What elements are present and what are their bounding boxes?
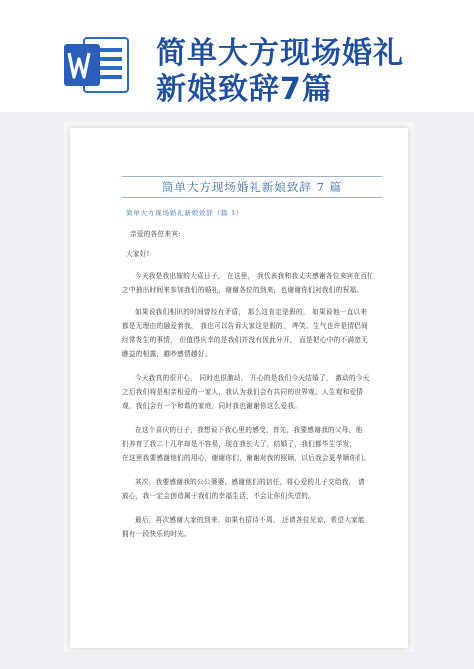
salutation: 亲爱的各位来宾: xyxy=(130,230,181,238)
document-page xyxy=(70,128,408,648)
greeting: 大家好! xyxy=(126,250,150,258)
body-line: 瞧益的相露，越吵感情越好。 xyxy=(122,350,212,358)
page-title-line-2: 新娘致辞7篇 xyxy=(156,72,333,107)
page-header xyxy=(0,0,474,112)
body-line: 都是无理由的融爱着我， 我也可以告诉大家这是假的， 哗笑、生气也许是情侣间 xyxy=(122,322,369,330)
body-line: 放心，我一定会创造属于我们的幸福生活，不会让你们失望的。 xyxy=(122,492,316,500)
body-line: 们养育了我二十几年却是不容易，现在我长大了，结婚了，我们都毕生学发， xyxy=(122,440,357,448)
body-line: 经常发生的事情， 但值得庆幸的是我们并没有因此分开， 而是把心中的不满宽无 xyxy=(122,336,369,344)
document-title: 简单大方现场婚礼新娘致辞 7 篇 xyxy=(161,180,343,194)
body-line: 拥有一段快乐的时光。 xyxy=(122,530,191,538)
body-line: 在这里我要感谢他们的用心，谢谢你们，谢谢对我的照顾，以后我会更孝顺你们。 xyxy=(122,454,371,462)
document-subtitle: 简单大方现场婚礼新娘致辞（篇 1） xyxy=(126,209,244,217)
body-line: 之后我们将是相亲相爱的一家人，我认为我们会有共同的世界观、人生观和爱情 xyxy=(122,388,364,396)
body-line: 最后，再次感谢大家的到来，如果有招待不周， 还请各位见谅，希望大家能 xyxy=(135,516,365,524)
microsoft-word-icon xyxy=(62,34,130,96)
body-line: 在这个喜庆的日子，我想说下我心里的感受，首先，我要感谢我的父母，他 xyxy=(135,426,363,434)
document-title-box xyxy=(122,176,382,198)
body-line: 观，我们会有一个和谐的家庭，同时我也谢谢你这么爱我。 xyxy=(122,402,302,410)
body-line: 今天我是我出嫁的大喜日子， 在这里， 我代表我和我丈夫感谢各位来宾在百忙 xyxy=(135,272,375,280)
body-line: 其次，我要感谢我的公公婆婆，感谢他们的信任，将心爱的儿子交给我， 请 xyxy=(135,478,365,486)
body-line: 之中抽出时间来参加我们的婚礼，谢谢各位的到来，也谢谢你们对我们的祝福。 xyxy=(122,286,364,294)
body-line: 如果说我们相识的时间曾经有矛盾， 那么这肯定是假的， 如果说他一直以来 xyxy=(135,308,368,316)
page-title-line-1: 简单大方现场婚礼 xyxy=(156,36,404,71)
body-line: 今天我真的很开心， 同时也很激动， 开心的是我们今天结婚了， 激动的今天 xyxy=(135,374,370,382)
